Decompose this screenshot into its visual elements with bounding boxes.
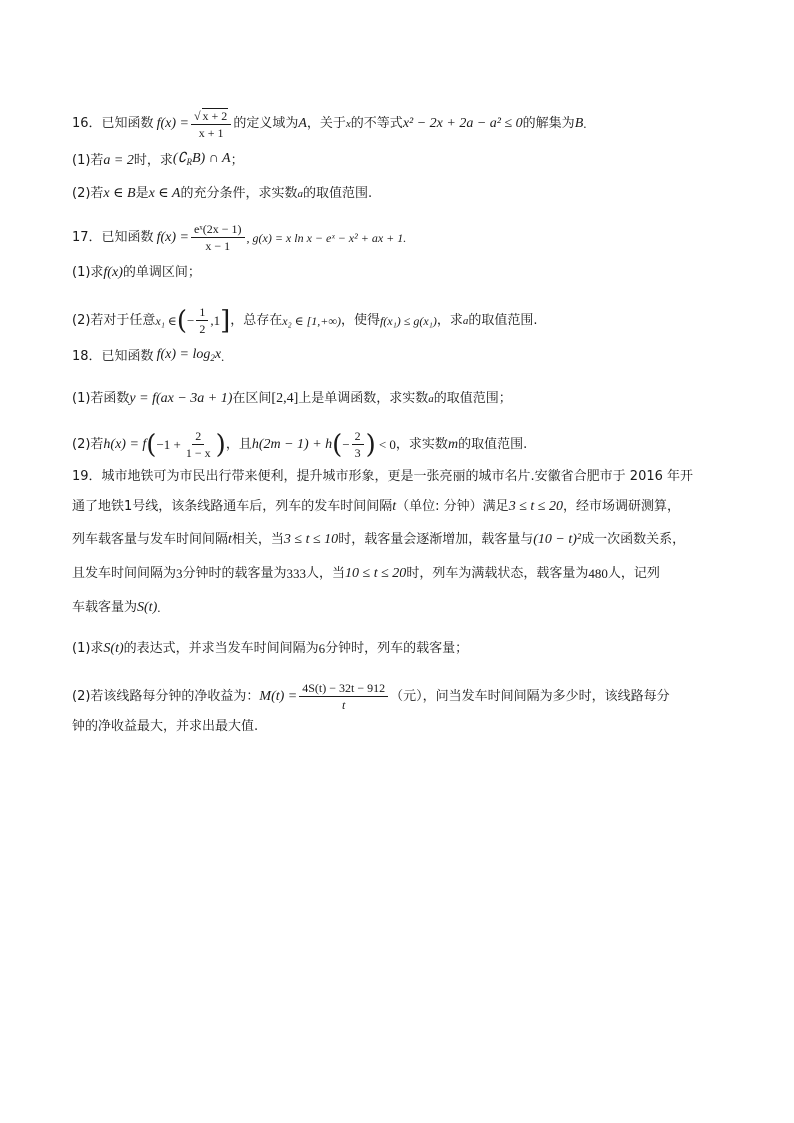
- q17-neg-sign: −: [186, 312, 195, 328]
- q18-part2-tail: 的取值范围.: [458, 436, 528, 452]
- q19-line1: [72, 467, 728, 487]
- q19-line1-text: 城市地铁可为市民出行带来便利，提升城市形象，更是一张亮丽的城市名片.安徽省合肥市于 2016 年开: [101, 469, 694, 484]
- q17-part2: [72, 305, 728, 336]
- q19-line2b: （单位: 分钟）满足: [396, 499, 509, 514]
- q18-part2-prefix: (2)若: [72, 436, 104, 452]
- q19-line2c: ，经市场调研测算，: [562, 499, 680, 514]
- q18-part2-h: h(x) = f: [103, 436, 147, 452]
- q17-part2-mid2: ，使得: [340, 312, 380, 328]
- q19-line5-s: S(t): [137, 600, 158, 615]
- q16-var-x: x: [345, 118, 351, 130]
- q16-about-text: ，关于: [306, 116, 346, 131]
- q19-line2-range: 3 ≤ t ≤ 20: [508, 499, 563, 514]
- q18-frac-num: 2: [192, 429, 204, 445]
- q19-line3a: 列车载客量与发车时间间隔: [72, 532, 229, 547]
- q18-part1-interval: [2,4]: [271, 391, 299, 406]
- q17-half-fraction: [196, 305, 208, 336]
- q16-part2-prefix: (2)若: [72, 186, 104, 201]
- q17-part1-tail: 的单调区间；: [122, 265, 201, 280]
- q17-fx: f(x) =: [156, 229, 189, 245]
- q19-part2: [72, 681, 728, 712]
- q16-period: .: [583, 116, 587, 131]
- q18-minus1: −1 +: [156, 436, 181, 452]
- q19-part1-num: 6: [318, 641, 326, 656]
- q16-part2-end: 的充分条件，求实数: [180, 186, 298, 201]
- q18-neg-fraction: [352, 429, 364, 460]
- q18-neg-sign: −: [342, 436, 350, 452]
- q19-line3-t: t: [228, 532, 232, 547]
- q16-statement: [72, 108, 728, 140]
- q18-part2-mid: ，且: [225, 436, 252, 452]
- q16-expr-tail: B) ∩ A: [191, 151, 231, 166]
- q18-neg-num: 2: [352, 429, 364, 445]
- q18-number: 18．: [72, 348, 102, 364]
- q16-domain-text: 的定义域为: [233, 116, 299, 131]
- q16-part1-prefix: (1)若: [72, 152, 104, 168]
- q16-ineq-text: 的不等式: [350, 116, 403, 131]
- q19-line4b: 分钟时的载客量为: [182, 566, 287, 581]
- q19-part1-tail: 分钟时，列车的载客量；: [325, 641, 469, 656]
- q17-half-num: 1: [196, 305, 208, 321]
- q17-part2-ineq: f(x₁) ≤ g(x₁): [379, 313, 437, 328]
- q18-part1: [72, 389, 728, 409]
- q17-part2-tail: 的取值范围.: [468, 312, 538, 328]
- q19-line4d: 时，列车为满载状态，载客量为: [406, 566, 589, 581]
- q19-frac-den: t: [342, 698, 346, 712]
- q19-line3-range: 3 ≤ t ≤ 10: [283, 532, 339, 547]
- q16-frac-num: x + 2: [202, 109, 228, 123]
- q18-neg-den: 3: [354, 446, 361, 460]
- q18-part1-mid: 在区间: [232, 391, 272, 406]
- q16-fx: f(x) =: [156, 116, 189, 131]
- q16-set-a: A: [298, 116, 307, 131]
- q17-statement: [72, 222, 728, 253]
- q19-part1-s: S(t): [103, 641, 124, 656]
- q19-line2a: 通了地铁1号线，该条线路通车后，列车的发车时间间隔: [72, 499, 393, 514]
- q19-part1-mid: 的表达式，并求当发车时间间隔为: [123, 641, 319, 656]
- q19-line3-expr: (10 − t)²: [533, 532, 582, 547]
- q17-half-den: 2: [199, 322, 206, 336]
- q17-part2-x2: x₂ ∈ [1,+∞): [282, 313, 341, 328]
- q18-part1-end: 的取值范围；: [433, 391, 512, 406]
- q19-line3c: 时，载客量会逐渐增加，载客量与: [338, 532, 534, 547]
- q16-part2: [72, 184, 728, 204]
- q16-complement-sub: R: [186, 157, 192, 167]
- q19-line3: [72, 530, 728, 550]
- q18-part2-lt: < 0: [378, 436, 396, 452]
- q18-part1-prefix: (1)若函数: [72, 391, 130, 406]
- q17-part1-prefix: (1)求: [72, 265, 104, 280]
- q19-line5a: 车载客量为: [72, 600, 138, 615]
- q17-part2-end: ，求: [436, 312, 463, 328]
- q19-part1-prefix: (1)求: [72, 641, 104, 656]
- q16-part1-mid: 时，求: [133, 152, 173, 168]
- q19-line4-num2: 333: [286, 566, 307, 581]
- q16-part1: [72, 149, 728, 172]
- q18-part1-tail: 上是单调函数，求实数: [298, 391, 429, 406]
- q19-line4e: 人，记列: [607, 566, 660, 581]
- q17-intro: 已知函数: [101, 229, 154, 245]
- q18-frac-den: 1 − x: [185, 446, 211, 460]
- q19-fraction: [299, 681, 388, 712]
- q19-line4-num3: 480: [588, 566, 608, 581]
- q17-part1-fx: f(x): [103, 265, 123, 280]
- q19-number: 19．: [72, 469, 102, 484]
- q18-statement: [72, 345, 728, 368]
- q19-line3d: 成一次函数关系，: [581, 532, 686, 547]
- q16-inequality: x² − 2x + 2a − a² ≤ 0: [402, 116, 523, 131]
- q19-line4c: 人，当: [306, 566, 346, 581]
- q17-frac-num: eˣ(2x − 1): [191, 222, 245, 238]
- q19-line5: [72, 598, 728, 618]
- q17-left-paren: (: [176, 305, 187, 336]
- q17-part2-mid: ，总存在: [230, 312, 283, 328]
- q19-line4-range: 10 ≤ t ≤ 20: [345, 566, 407, 581]
- q18-part2-var: m: [447, 436, 459, 452]
- q19-frac-num: 4S(t) − 32t − 912: [299, 681, 388, 697]
- q19-part2-m: M(t) =: [259, 688, 298, 704]
- q16-part1-end: ；: [230, 152, 244, 168]
- q16-part1-expr: [173, 149, 231, 172]
- q17-number: 17．: [72, 229, 102, 245]
- q16-solution-text: 的解集为: [522, 116, 575, 131]
- q17-g-def: , g(x) = x ln x − eˣ − x² + ax + 1.: [246, 230, 407, 245]
- q16-part1-cond: a = 2: [103, 152, 134, 168]
- q18-right-paren: ): [215, 429, 226, 460]
- q18-fdef-x: x: [214, 347, 222, 362]
- q19-line5-end: .: [157, 600, 161, 615]
- q17-part2-x1: x₁ ∈: [155, 313, 177, 328]
- q19-part2-line2-text: 钟的净收益最大，并求出最大值.: [72, 719, 259, 734]
- q17-part2-prefix: (2)若对于任意: [72, 312, 156, 328]
- q17-part2-var: a: [462, 314, 469, 327]
- q19-part2-line2: [72, 717, 728, 737]
- q17-interval-tail: ,1: [210, 312, 221, 328]
- q18-log-base: 2: [210, 353, 215, 363]
- q18-part1-var: a: [428, 393, 434, 405]
- q16-part2-mid: 是: [135, 186, 149, 201]
- q18-part1-fn: y = f(ax − 3a + 1): [129, 391, 233, 406]
- q19-part2-mid: （元），问当发车时间间隔为多少时，该线路每分: [390, 688, 670, 704]
- q16-complement: (∁: [172, 151, 187, 166]
- q16-intro: 已知函数: [101, 116, 154, 131]
- q19-line4: [72, 564, 728, 584]
- q19-line2: [72, 497, 728, 517]
- q16-set-b: B: [574, 116, 584, 131]
- q18-part2-end: ，求实数: [395, 436, 448, 452]
- q19-line4-num1: 3: [176, 566, 183, 581]
- q16-number: 16．: [72, 116, 102, 131]
- q17-part1: [72, 263, 728, 283]
- q19-line4a: 且发车时间间隔为: [72, 566, 177, 581]
- q18-period: .: [221, 348, 225, 364]
- q16-part2-var: a: [297, 188, 303, 200]
- q17-fraction: [191, 222, 245, 253]
- q18-fdef-log: f(x) = log: [156, 347, 211, 362]
- q16-fraction: $\frac{√ x + 2}{x + 1}$: [191, 108, 231, 140]
- q19-part2-prefix: (2)若该线路每分钟的净收益为：: [72, 688, 260, 704]
- q19-part1: [72, 639, 728, 659]
- q17-frac-den: x − 1: [205, 239, 231, 253]
- q18-part2-ineq: h(2m − 1) + h: [251, 436, 333, 452]
- q17-right-bracket: ]: [220, 305, 231, 336]
- q16-part2-cond1: x ∈ B: [103, 186, 136, 201]
- q16-part2-tail: 的取值范围.: [302, 186, 373, 201]
- q18-fraction: [183, 429, 214, 460]
- q18-left-paren: (: [146, 429, 157, 460]
- q16-part2-cond2: x ∈ A: [148, 186, 181, 201]
- q19-line3b: 相关，当: [231, 532, 284, 547]
- q18-intro: 已知函数: [101, 348, 154, 364]
- q18-left-paren-2: (: [332, 429, 343, 460]
- q18-part2: [72, 429, 728, 460]
- q18-fdef: [157, 345, 221, 368]
- q18-right-paren-2: ): [365, 429, 376, 460]
- q19-line2-t: t: [392, 499, 397, 514]
- q16-frac-den: x + 1: [198, 126, 224, 140]
